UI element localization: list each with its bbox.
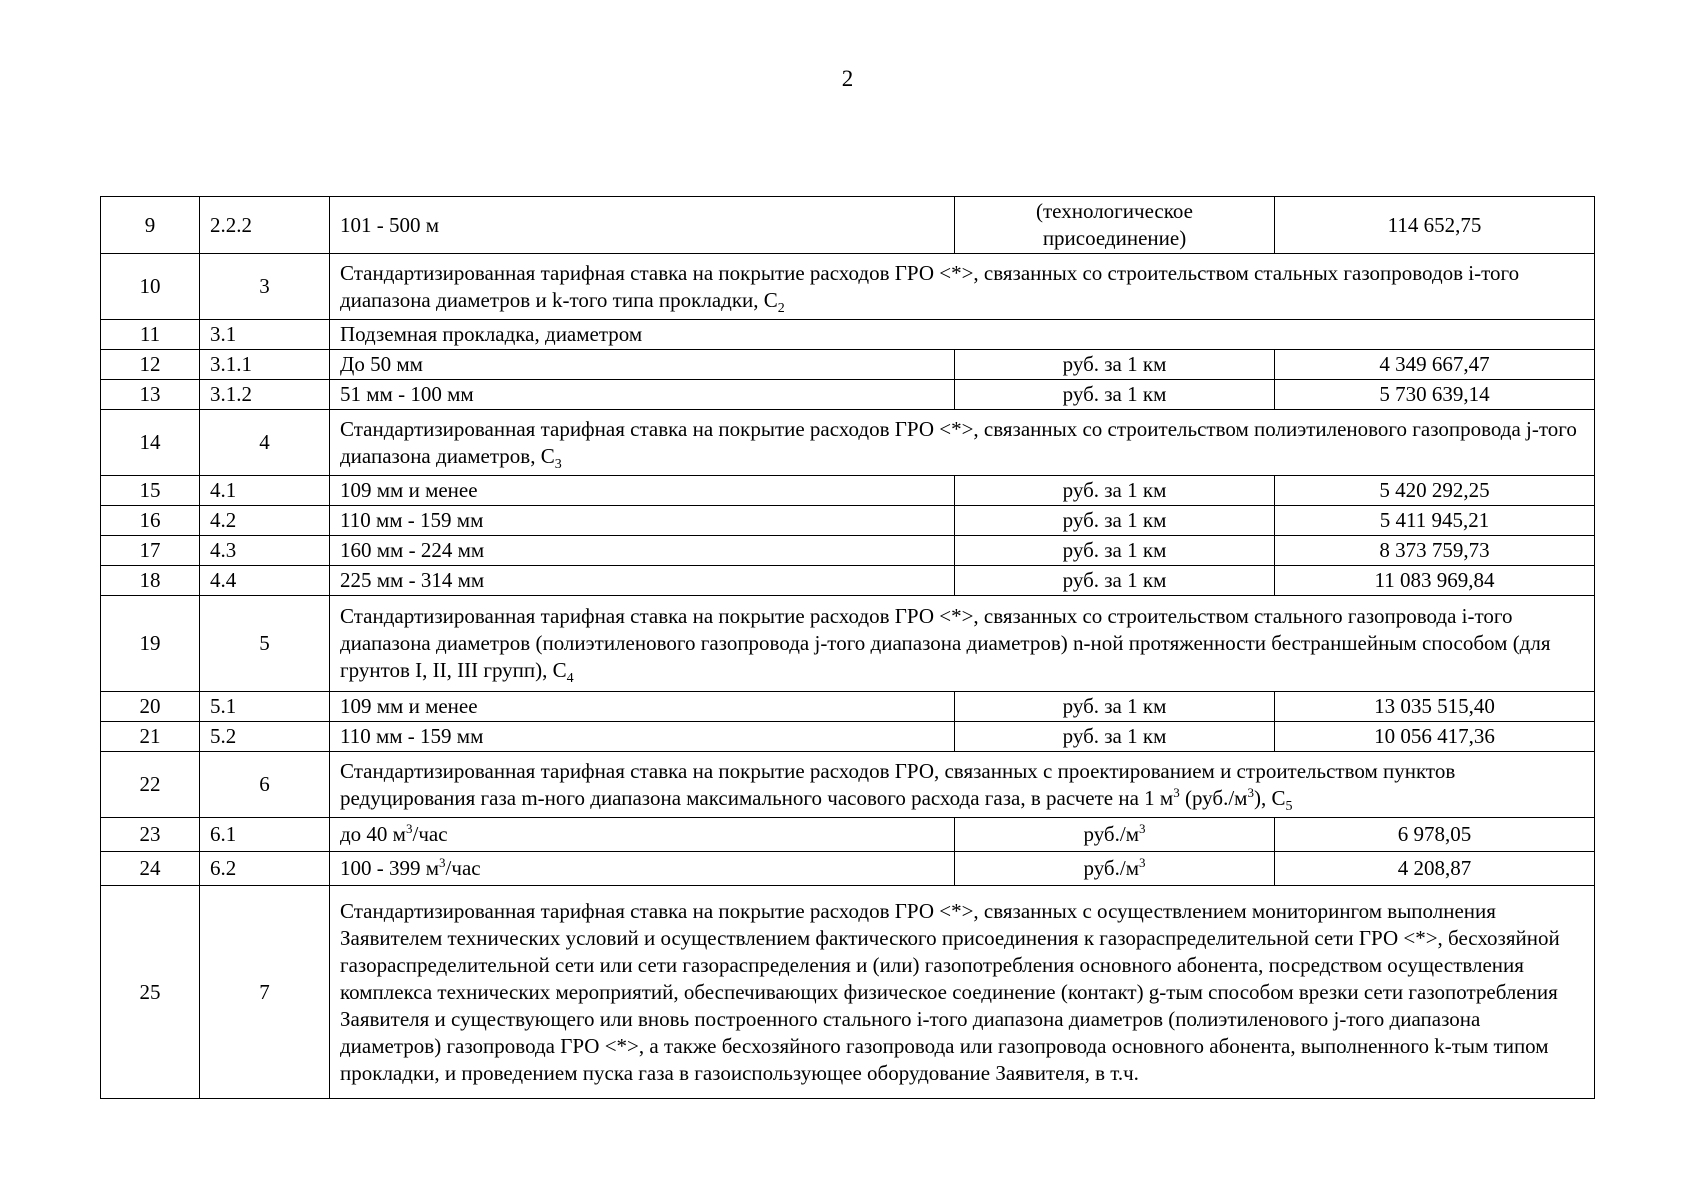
section-heading-text-b: (руб./м [1179,785,1248,810]
row-number: 14 [101,410,200,476]
row-number: 22 [101,752,200,818]
section-heading-text: Стандартизированная тарифная ставка на покрытие расходов ГРО <*>, связанных со строительством стальных газопроводов i-того диапазона диаметров и k-того типа прокладки, С [340,260,1520,312]
table-row [101,852,1595,886]
table-row [101,752,1595,818]
row-unit: (технологическое присоединение) [955,197,1275,254]
table-row [101,320,1595,350]
row-unit: руб. за 1 км [955,566,1275,596]
subscript: 4 [566,671,574,686]
section-heading [330,254,1595,320]
table-row [101,350,1595,380]
subscript: 5 [1285,798,1293,814]
desc-text-b: /час [445,856,481,880]
row-description: 109 мм и менее [330,476,955,506]
superscript: 3 [1173,784,1180,800]
row-description: 110 мм - 159 мм [330,506,955,536]
row-number: 11 [101,320,200,350]
section-number: 5 [200,596,330,692]
section-heading: Стандартизированная тарифная ставка на покрытие расходов ГРО <*>, связанных с осуществлением мониторингом выполнения Заявителем технических условий и осуществлением фактического присоединения к газораспределительной сети ГРО <*>, бесхозяйной газораспределительной сети или сети газораспределения и (или) газопотребления основного абонента, посредством осуществления комплекса технических мероприятий, обеспечивающих физическое соединение (контакт) g-тым способом врезки сети газопотребления Заявителя и существующего или вновь построенного стального i-того диапазона диаметров (полиэтиленового j-того диапазона диаметров) газопровода ГРО <*>, а также бесхозяйного газопровода или газопровода основного абонента, выполненного k-тым типом прокладки, и проведением пуска газа в газоиспользующее оборудование Заявителя, в т.ч. [330,886,1595,1099]
superscript: 3 [439,855,446,870]
row-unit: руб. за 1 км [955,350,1275,380]
tariff-table [100,196,1595,1099]
row-number: 15 [101,476,200,506]
row-number: 9 [101,197,200,254]
row-value: 4 349 667,47 [1275,350,1595,380]
table-row [101,506,1595,536]
section-number: 3.1 [200,320,330,350]
row-number: 13 [101,380,200,410]
row-value: 10 056 417,36 [1275,722,1595,752]
row-number: 20 [101,692,200,722]
row-number: 19 [101,596,200,692]
section-heading-text: Стандартизированная тарифная ставка на покрытие расходов ГРО <*>, связанных со строительством полиэтиленового газопровода j-того диапазона диаметров, С [340,416,1577,468]
section-number: 2.2.2 [200,197,330,254]
row-description [330,818,955,852]
row-number: 21 [101,722,200,752]
row-number: 17 [101,536,200,566]
section-number: 4 [200,410,330,476]
section-heading-text: Стандартизированная тарифная ставка на покрытие расходов ГРО, связанных с проектированием и строительством пунктов редуцирования газа m-ного диапазона максимального часового расхода газа, в расчете на 1 м [340,758,1456,810]
section-number: 5.1 [200,692,330,722]
table-row [101,818,1595,852]
row-number: 18 [101,566,200,596]
table-row [101,254,1595,320]
row-description: 101 - 500 м [330,197,955,254]
superscript: 3 [1247,784,1254,800]
row-number: 10 [101,254,200,320]
row-description: 110 мм - 159 мм [330,722,955,752]
table-row [101,476,1595,506]
section-number: 4.4 [200,566,330,596]
section-number: 3.1.2 [200,380,330,410]
section-heading [330,752,1595,818]
section-number: 4.2 [200,506,330,536]
row-unit [955,818,1275,852]
subscript: 3 [554,456,562,472]
section-number: 5.2 [200,722,330,752]
table-row [101,197,1595,254]
row-value: 4 208,87 [1275,852,1595,886]
row-number: 16 [101,506,200,536]
table-row [101,380,1595,410]
desc-text: 100 - 399 м [340,856,440,880]
row-value: 8 373 759,73 [1275,536,1595,566]
section-heading-text-c: ), С [1253,785,1286,810]
row-number: 24 [101,852,200,886]
subsection-heading: Подземная прокладка, диаметром [330,320,1595,350]
table-row [101,536,1595,566]
table-row [101,410,1595,476]
page-number: 2 [841,66,854,91]
row-description: До 50 мм [330,350,955,380]
section-number: 4.3 [200,536,330,566]
section-number: 6.1 [200,818,330,852]
row-value: 6 978,05 [1275,818,1595,852]
row-description: 51 мм - 100 мм [330,380,955,410]
row-value: 11 083 969,84 [1275,566,1595,596]
row-value: 13 035 515,40 [1275,692,1595,722]
row-unit: руб. за 1 км [955,476,1275,506]
section-number: 3.1.1 [200,350,330,380]
section-heading-text: Стандартизированная тарифная ставка на покрытие расходов ГРО <*>, связанных со строительством стального газопровода i-того диапазона диаметров (полиэтиленового газопровода j-того диапазона диаметров) n-ной протяженности бестраншейным способом (для грунтов I, II, III групп), С [340,604,1551,682]
superscript: 3 [405,821,413,836]
row-description: 160 мм - 224 мм [330,536,955,566]
superscript: 3 [1139,821,1146,836]
section-number: 7 [200,886,330,1099]
section-heading [330,596,1595,692]
desc-text: до 40 м [340,822,406,846]
row-unit: руб. за 1 км [955,722,1275,752]
unit-text: руб./м [1083,856,1139,880]
row-unit [955,852,1275,886]
desc-text-b: /час [412,822,448,846]
table-row [101,692,1595,722]
row-value: 5 730 639,14 [1275,380,1595,410]
row-unit: руб. за 1 км [955,692,1275,722]
row-description: 225 мм - 314 мм [330,566,955,596]
section-number: 3 [200,254,330,320]
row-value: 5 411 945,21 [1275,506,1595,536]
row-description: 109 мм и менее [330,692,955,722]
table-row [101,722,1595,752]
row-number: 12 [101,350,200,380]
superscript: 3 [1139,855,1146,870]
row-value: 114 652,75 [1275,197,1595,254]
row-number: 25 [101,886,200,1099]
row-unit: руб. за 1 км [955,506,1275,536]
table-row [101,596,1595,692]
row-value: 5 420 292,25 [1275,476,1595,506]
section-number: 6 [200,752,330,818]
row-description [330,852,955,886]
subscript: 2 [777,300,785,316]
section-number: 4.1 [200,476,330,506]
row-unit: руб. за 1 км [955,536,1275,566]
row-number: 23 [101,818,200,852]
row-unit: руб. за 1 км [955,380,1275,410]
table-row [101,886,1595,1099]
section-heading [330,410,1595,476]
table-row [101,566,1595,596]
section-number: 6.2 [200,852,330,886]
unit-text: руб./м [1083,822,1139,846]
